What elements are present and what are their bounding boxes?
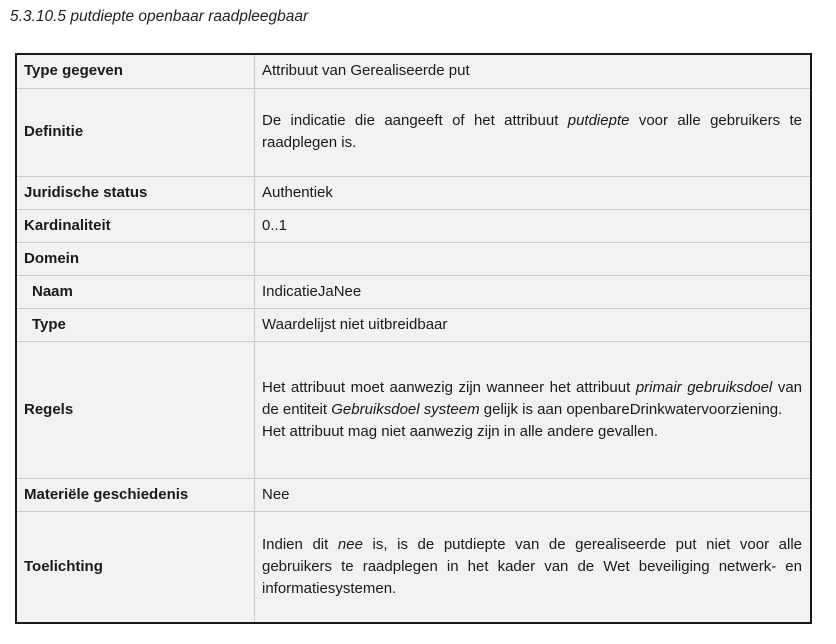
table-row-domein xyxy=(16,242,811,275)
row-label: Definitie xyxy=(16,88,255,176)
row-value: Waardelijst niet uitbreidbaar xyxy=(255,308,812,341)
row-label: Toelichting xyxy=(16,511,255,623)
table-row-naam xyxy=(16,275,811,308)
row-label: Naam xyxy=(16,275,255,308)
table-row-type-gegeven xyxy=(16,54,811,88)
table-row-kardinaliteit xyxy=(16,209,811,242)
attribute-spec-table xyxy=(15,53,812,624)
row-label: Juridische status xyxy=(16,176,255,209)
row-label: Materiële geschiedenis xyxy=(16,478,255,511)
row-value: Authentiek xyxy=(255,176,812,209)
row-value: 0..1 xyxy=(255,209,812,242)
section-heading: 5.3.10.5 putdiepte openbaar raadpleegbaar xyxy=(10,8,309,25)
table-row-toelichting xyxy=(16,511,811,623)
row-value: IndicatieJaNee xyxy=(255,275,812,308)
row-label: Type gegeven xyxy=(16,54,255,88)
row-value xyxy=(255,242,812,275)
row-label: Regels xyxy=(16,341,255,478)
row-value: Het attribuut moet aanwezig zijn wanneer het attribuut primair gebruiksdoel van de entiteit Gebruiksdoel systeem gelijk is aan openbareDrinkwatervoorziening. Het attribuut mag niet aanwezig zijn in alle andere gevallen. xyxy=(255,341,812,478)
table-row-type xyxy=(16,308,811,341)
row-label: Domein xyxy=(16,242,255,275)
table-row-juridische-status xyxy=(16,176,811,209)
table-row-regels xyxy=(16,341,811,478)
row-value: Nee xyxy=(255,478,812,511)
row-value: Attribuut van Gerealiseerde put xyxy=(255,54,812,88)
row-value: Indien dit nee is, is de putdiepte van de gerealiseerde put niet voor alle gebruikers te raadplegen in het kader van de Wet beveiliging netwerk- en informatiesystemen. xyxy=(255,511,812,623)
table-row-materiele-geschiedenis xyxy=(16,478,811,511)
row-label: Type xyxy=(16,308,255,341)
row-value: De indicatie die aangeeft of het attribuut putdiepte voor alle gebruikers te raadplegen is. xyxy=(255,88,812,176)
table-row-definitie xyxy=(16,88,811,176)
row-label: Kardinaliteit xyxy=(16,209,255,242)
